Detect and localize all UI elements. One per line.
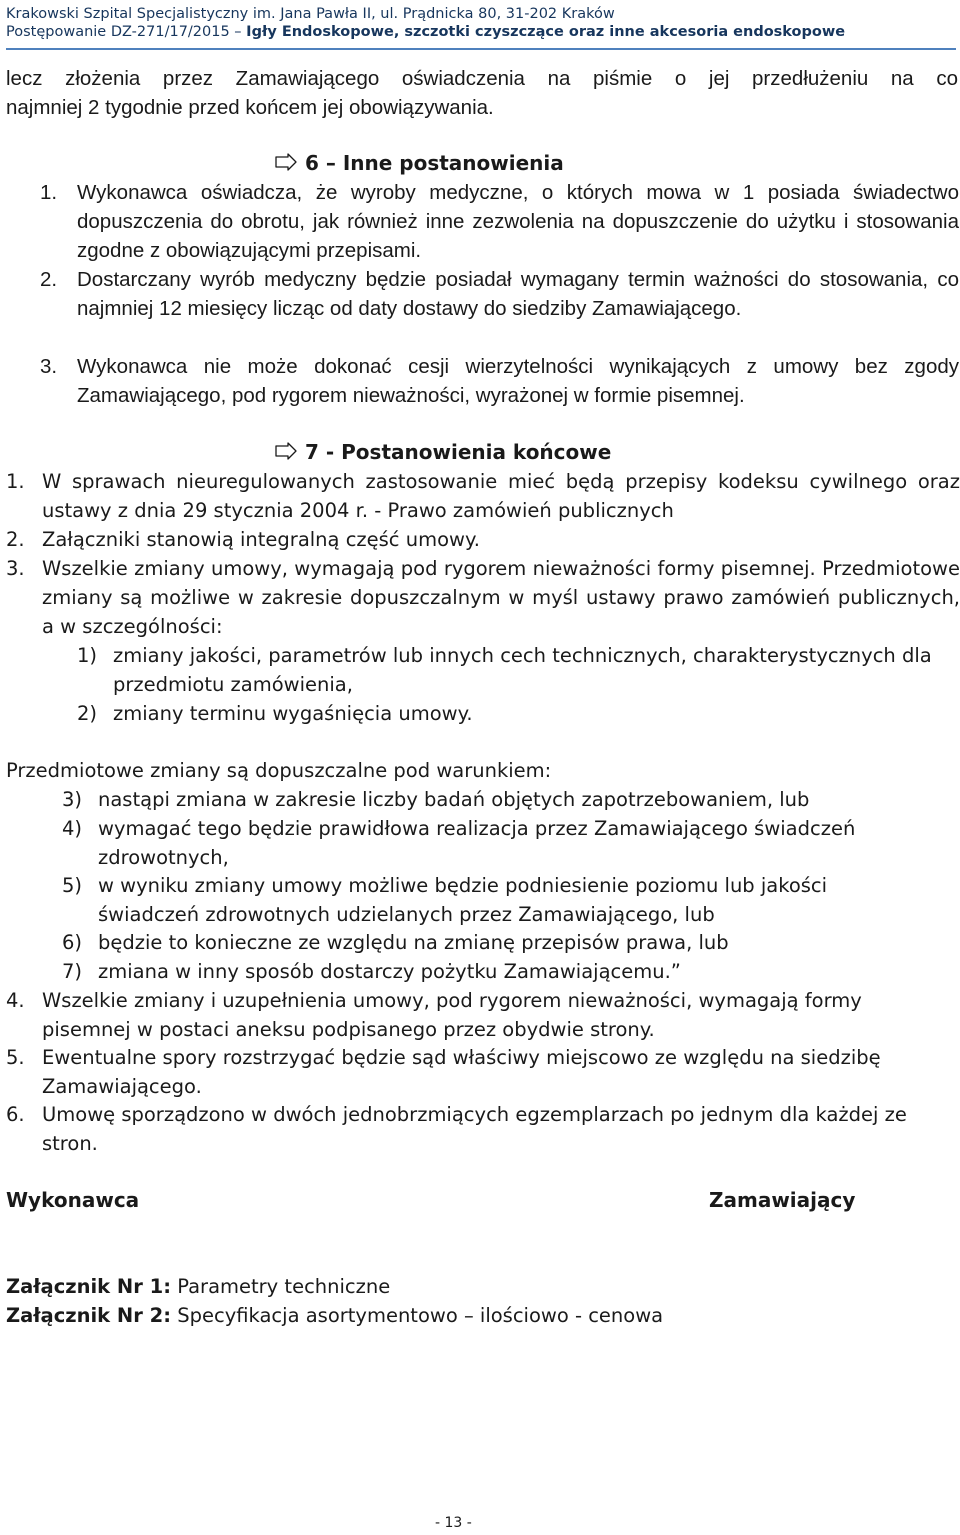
- s7-sub-6-number: 6): [62, 931, 83, 954]
- header-institution: Krakowski Szpital Specjalistyczny im. Jana Pawła II, ul. Prądnicka 80, 31-202 Kraków: [6, 6, 615, 22]
- s6-item-2-text: Dostarczany wyrób medyczny będzie posiadał wymagany termin ważności do stosowania, co najmniej 12 miesięcy licząc od daty dostawy do siedziby Zamawiającego.: [77, 268, 959, 320]
- attachment-2: [6, 1301, 663, 1330]
- arrow-right-icon: [275, 442, 297, 460]
- header-procedure-title: Igły Endoskopowe, szczotki czyszczące oraz inne akcesoria endoskopowe: [246, 24, 846, 40]
- s7-sub-4-number: 4): [62, 817, 83, 840]
- s7-item-4-text: Wszelkie zmiany i uzupełnienia umowy, pod rygorem nieważności, wymagają formy pisemnej w postaci aneksu podpisanego przez obydwie strony.: [42, 989, 862, 1041]
- attachment-2-label: Załącznik Nr 2:: [6, 1304, 172, 1327]
- s7-sub-1-number: 1): [77, 644, 98, 667]
- s6-item-1-number: 1.: [40, 181, 58, 204]
- attachment-2-text: Specyfikacja asortymentowo – ilościowo - cenowa: [171, 1304, 664, 1327]
- s7-item-1-number: 1.: [6, 470, 25, 493]
- signature-contractor: Wykonawca: [6, 1188, 140, 1212]
- s7-sub-3-text: nastąpi zmiana w zakresie liczby badań objętych zapotrzebowaniem, lub: [98, 788, 810, 811]
- attachment-1: [6, 1272, 390, 1301]
- s7-sub-5-number: 5): [62, 874, 83, 897]
- s7-sub-5-text: w wyniku zmiany umowy możliwe będzie podniesienie poziomu lub jakości świadczeń zdrowotnych udzielanych przez Zamawiającego, lub: [98, 874, 828, 926]
- s7-sub-2-text: zmiany terminu wygaśnięcia umowy.: [113, 702, 473, 725]
- s7-sub-7-text: zmiana w inny sposób dostarczy pożytku Zamawiającemu.”: [98, 960, 681, 983]
- s6-item-3-text: Wykonawca nie może dokonać cesji wierzytelności wynikających z umowy bez zgody Zamawiającego, pod rygorem nieważności, wyrażonej w formie pisemnej.: [77, 355, 959, 407]
- section-7-heading: [275, 438, 611, 466]
- s7-item-3-text: Wszelkie zmiany umowy, wymagają pod rygorem nieważności formy pisemnej. Przedmiotowe zmiany są możliwe w zakresie dopuszczalnym w myśl ustawy prawo zamówień publicznych, a w szczególności:: [42, 557, 960, 638]
- s7-item-6-number: 6.: [6, 1103, 25, 1126]
- arrow-right-icon: [275, 153, 297, 171]
- conditions-intro: Przedmiotowe zmiany są dopuszczalne pod warunkiem:: [6, 759, 552, 782]
- attachment-1-label: Załącznik Nr 1:: [6, 1275, 172, 1298]
- s6-item-3-number: 3.: [40, 355, 58, 378]
- s7-sub-7-number: 7): [62, 960, 83, 983]
- header-divider: [6, 48, 956, 50]
- section-6-heading-text: 6 – Inne postanowienia: [305, 151, 564, 175]
- s7-sub-3-number: 3): [62, 788, 83, 811]
- section-7-heading-text: 7 - Postanowienia końcowe: [305, 440, 612, 464]
- s7-sub-6-text: będzie to konieczne ze względu na zmianę przepisów prawa, lub: [98, 931, 729, 954]
- page-number: - 13 -: [435, 1515, 472, 1531]
- s7-item-5-number: 5.: [6, 1046, 25, 1069]
- intro-line-2: najmniej 2 tygodnie przed końcem jej obowiązywania.: [6, 96, 494, 119]
- s7-item-6-text: Umowę sporządzono w dwóch jednobrzmiących egzemplarzach po jednym dla każdej ze stron.: [42, 1103, 907, 1155]
- s7-item-3-number: 3.: [6, 557, 25, 580]
- s7-sub-1-text: zmiany jakości, parametrów lub innych cech technicznych, charakterystycznych dla przedmiotu zamówienia,: [113, 644, 932, 696]
- s7-item-1-text: W sprawach nieuregulowanych zastosowanie mieć będą przepisy kodeksu cywilnego oraz ustawy z dnia 29 stycznia 2004 r. - Prawo zamówień publicznych: [42, 470, 960, 522]
- signature-orderer: Zamawiający: [709, 1188, 856, 1212]
- s7-item-2-number: 2.: [6, 528, 25, 551]
- s6-item-1-text: Wykonawca oświadcza, że wyroby medyczne, o których mowa w 1 posiada świadectwo dopuszczenia do obrotu, jak również inne zezwolenia na dopuszczenie do użytku i stosowania zgodne z obowiązującymi przepisami.: [77, 181, 959, 262]
- section-6-heading: [275, 149, 564, 177]
- attachment-1-text: Parametry techniczne: [171, 1275, 391, 1298]
- s7-item-2-text: Załączniki stanowią integralną część umowy.: [42, 528, 480, 551]
- s7-sub-4-text: wymagać tego będzie prawidłowa realizacja przez Zamawiającego świadczeń zdrowotnych,: [98, 817, 856, 869]
- s7-item-4-number: 4.: [6, 989, 25, 1012]
- intro-line-1: lecz złożenia przez Zamawiającego oświadczenia na piśmie o jej przedłużeniu na co: [6, 67, 958, 90]
- s6-item-2-number: 2.: [40, 268, 58, 291]
- header-procedure-prefix: Postępowanie DZ-271/17/2015 –: [6, 24, 247, 40]
- s7-item-5-text: Ewentualne spory rozstrzygać będzie sąd właściwy miejscowo ze względu na siedzibę Zamawiającego.: [42, 1046, 881, 1098]
- header-procedure: [6, 23, 845, 41]
- s7-sub-2-number: 2): [77, 702, 98, 725]
